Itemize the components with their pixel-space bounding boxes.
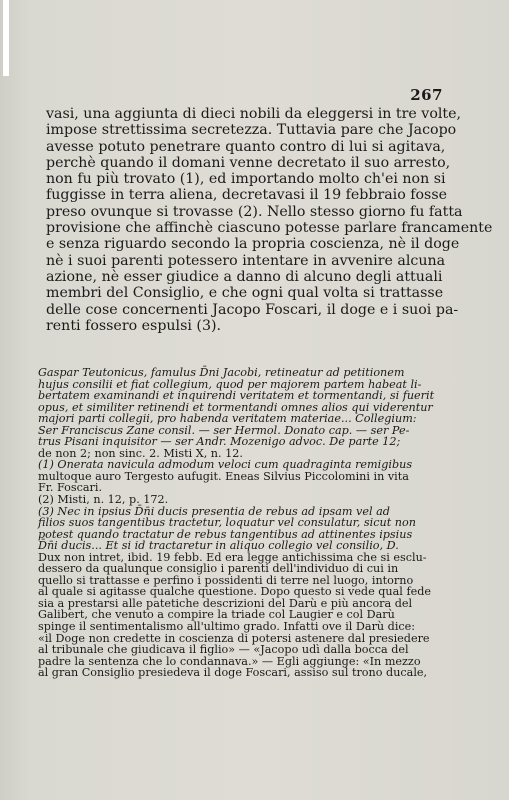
page-number: 267 (410, 86, 443, 104)
footnote-line: Ser Franciscus Zane consil. — ser Hermol. Donato cap. — ser Pe- (38, 423, 410, 437)
body-text (46, 106, 493, 334)
footnote-line: de non 2; non sinc. 2. Misti X, n. 12. (38, 446, 243, 460)
footnote-line: Gaspar Teutonicus, famulus D̄ni Jacobi, retineatur ad petitionem (38, 366, 405, 379)
binding-edge (3, 0, 9, 76)
footnotes (38, 367, 436, 679)
body-line: membri del Consiglio, e che ogni qual volta si trattasse (46, 285, 444, 302)
body-line: impose strettissima secretezza. Tuttavia pare che Jacopo (46, 122, 457, 139)
footnote-line: (3) Nec in ipsius D̄n̄i ducis presentia de rebus ad ipsam vel ad (38, 504, 390, 518)
footnote-line: potest quando tractatur de rebus tangentibus ad attinentes ipsius (38, 527, 413, 541)
footnote-line: majori parti collegii, pro habenda veritatem materiae... Collegium: (38, 412, 417, 426)
footnote-line: sia a prestarsi alle patetiche descrizioni del Darù e più ancora del (38, 596, 413, 610)
body-line: vasi, una aggiunta di dieci nobili da eleggersi in tre volte, (46, 106, 462, 122)
footnote-line: padre la sentenza che lo condannava.» — Egli aggiunge: «In mezzo (38, 654, 421, 668)
footnote-line: «il Doge non credette in coscienza di potersi astenere dal presiedere (38, 631, 430, 645)
body-line: e senza riguardo secondo la propria coscienza, nè il doge (46, 236, 460, 253)
footnote-line: Fr. Foscari. (38, 481, 103, 495)
footnote-line: al tribunale che giudicava il figlio» — «Jacopo udì dalla bocca del (38, 643, 409, 657)
footnote-line: (2) Misti, n. 12, p. 172. (38, 493, 169, 507)
footnote-line: dessero da qualunque consiglio i parenti dell'individuo di cui in (38, 562, 399, 576)
footnote-line: hujus consilii et fiat collegium, quod per majorem partem habeat li- (38, 377, 422, 391)
footnote-line: quello si trattasse e perfino i possidenti di terre nel luogo, intorno (38, 573, 414, 587)
footnote-line: filios suos tangentibus tractetur, loquatur vel consulatur, sicut non (38, 516, 416, 530)
footnote-line: (1) Onerata navicula admodum veloci cum quadraginta remigibus (38, 458, 413, 472)
body-line: renti fossero espulsi (3). (46, 317, 222, 334)
body-line: fuggisse in terra aliena, decretavasi il 19 febbraio fosse (46, 187, 448, 204)
footnote-line: al quale si agitasse qualche questione. Dopo questo si vede qual fede (38, 585, 431, 599)
footnote-line: al gran Consiglio presiedeva il doge Foscari, assiso sul trono ducale, (38, 666, 428, 680)
footnote-line: spinge il sentimentalismo all'ultimo grado. Infatti ove il Darù dice: (38, 620, 416, 634)
body-line: avesse potuto penetrare quanto contro di lui si agitava, (46, 138, 446, 155)
footnote-line: multoque auro Tergesto aufugit. Eneas Silvius Piccolomini in vita (38, 469, 409, 483)
footnote-line: D̄n̄i ducis... Et si id tractaretur in aliquo collegio vel consilio, D. (38, 539, 399, 553)
footnote-line: Dux non intret, ibid. 19 febb. Ed era legge antichissima che si esclu- (38, 550, 427, 564)
footnote-line: opus, et similiter retinendi et tormentandi omnes alios qui viderentur (38, 400, 433, 414)
footnote-line: trus Pisani inquisitor — ser Andr. Mozenigo advoc. De parte 12; (38, 435, 401, 449)
body-line: nè i suoi parenti potessero intentare in avvenire alcuna (46, 252, 446, 269)
body-line: perchè quando il domani venne decretato il suo arresto, (46, 154, 451, 171)
footnote-line: Galibert, che venuto a compire la triade col Laugier e col Darù (38, 608, 395, 622)
body-line: non fu più trovato (1), ed importando molto ch'ei non si (46, 171, 446, 188)
body-line: preso ovunque si trovasse (2). Nello stesso giorno fu fatta (46, 203, 463, 220)
footnote-line: bertatem examinandi et inquirendi veritatem et tormentandi, si fuerit (38, 389, 435, 403)
body-line: azione, nè esser giudice a danno di alcuno degli attuali (46, 268, 443, 285)
body-line: delle cose concernenti Jacopo Foscari, il doge e i suoi pa- (46, 301, 459, 318)
body-line: provisione che affinchè ciascuno potesse parlare francamente (46, 220, 493, 237)
